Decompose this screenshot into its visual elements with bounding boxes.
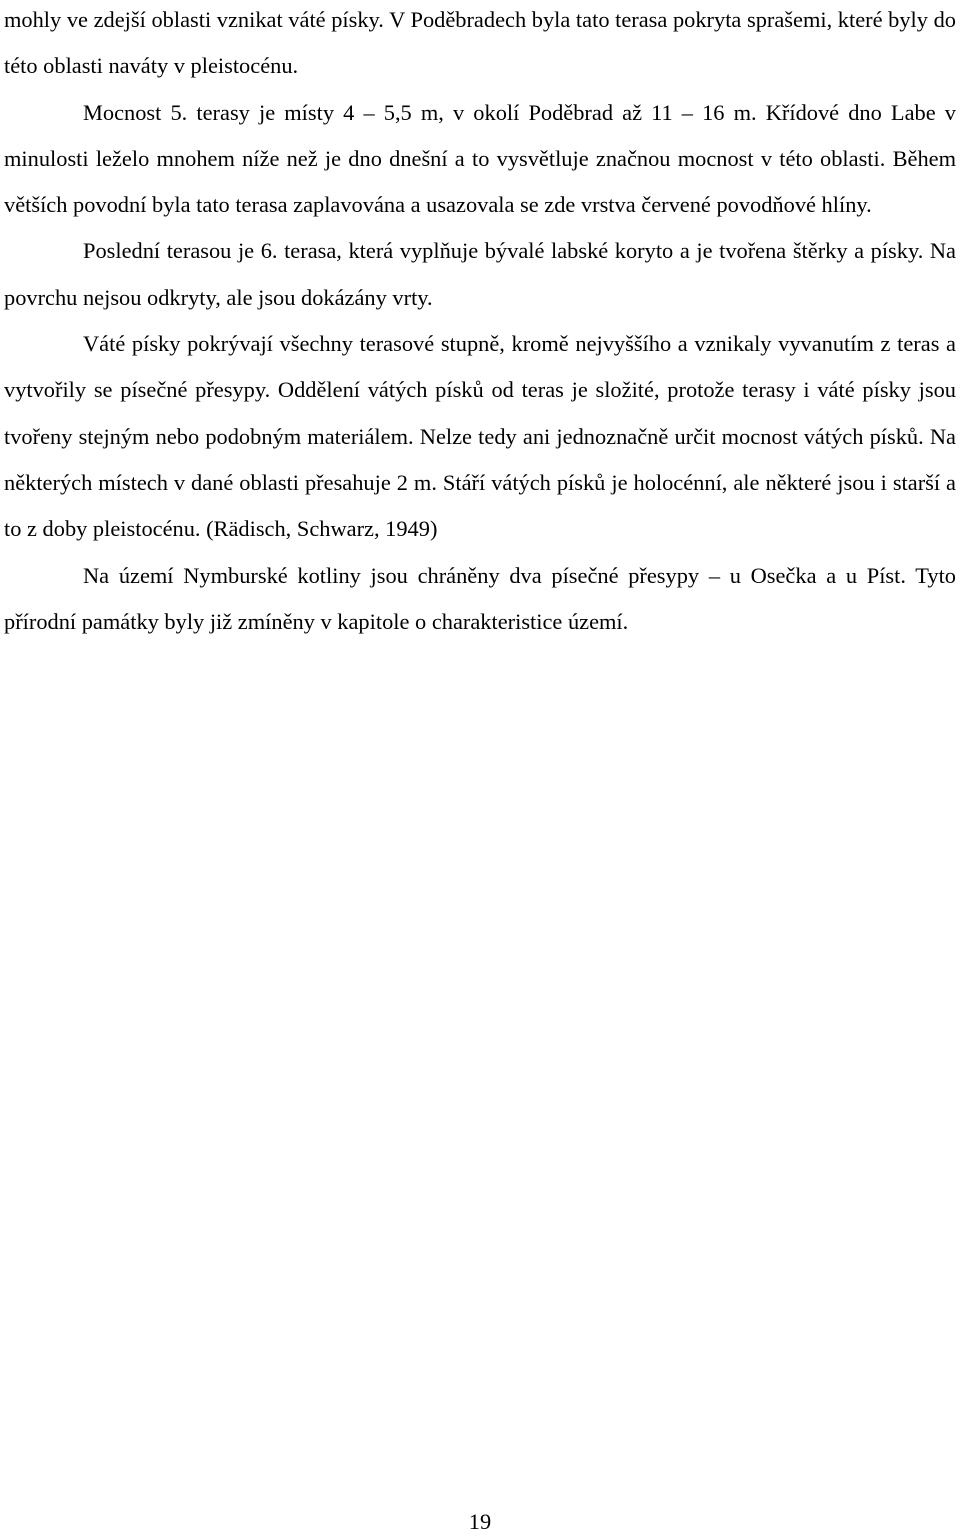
page-number: 19 xyxy=(468,1509,492,1534)
paragraph-windblown-sands: Váté písky pokrývají všechny terasové stupně, kromě nejvyššího a vznikaly vyvanutím z teras a vytvořily se písečné přesypy. Oddělení vátých písků od teras je složité, protože terasy i váté písky jsou tvořeny stejným nebo podobným materiálem. Nelze tedy ani jednoznačně určit mocnost vátých písků. Na některých místech v dané oblasti přesahuje 2 m. Stáří vátých písků je holocénní, ale některé jsou i starší a to z doby pleistocénu. (Rädisch, Schwarz, 1949) xyxy=(4,331,956,542)
document-page xyxy=(4,0,956,645)
paragraph-continuation: mohly ve zdejší oblasti vznikat váté písky. V Poděbradech byla tato terasa pokryta sprašemi, které byly do této oblasti naváty v pleistocénu. xyxy=(4,7,956,79)
paragraph-protected-dunes: Na území Nymburské kotliny jsou chráněny dva písečné přesypy – u Osečka a u Píst. Tyto přírodní památky byly již zmíněny v kapitole o charakteristice území. xyxy=(4,562,956,634)
paragraph-terrace-5-thickness: Mocnost 5. terasy je místy 4 – 5,5 m, v okolí Poděbrad až 11 – 16 m. Křídové dno Labe v minulosti leželo mnohem níže než je dno dnešní a to vysvětluje značnou mocnost v této oblasti. Během větších povodní byla tato terasa zaplavována a usazovala se zde vrstva červené povodňové hlíny. xyxy=(4,99,956,218)
paragraph-terrace-6: Poslední terasou je 6. terasa, která vyplňuje bývalé labské koryto a je tvořena štěrky a písky. Na povrchu nejsou odkryty, ale jsou dokázány vrty. xyxy=(4,238,956,310)
